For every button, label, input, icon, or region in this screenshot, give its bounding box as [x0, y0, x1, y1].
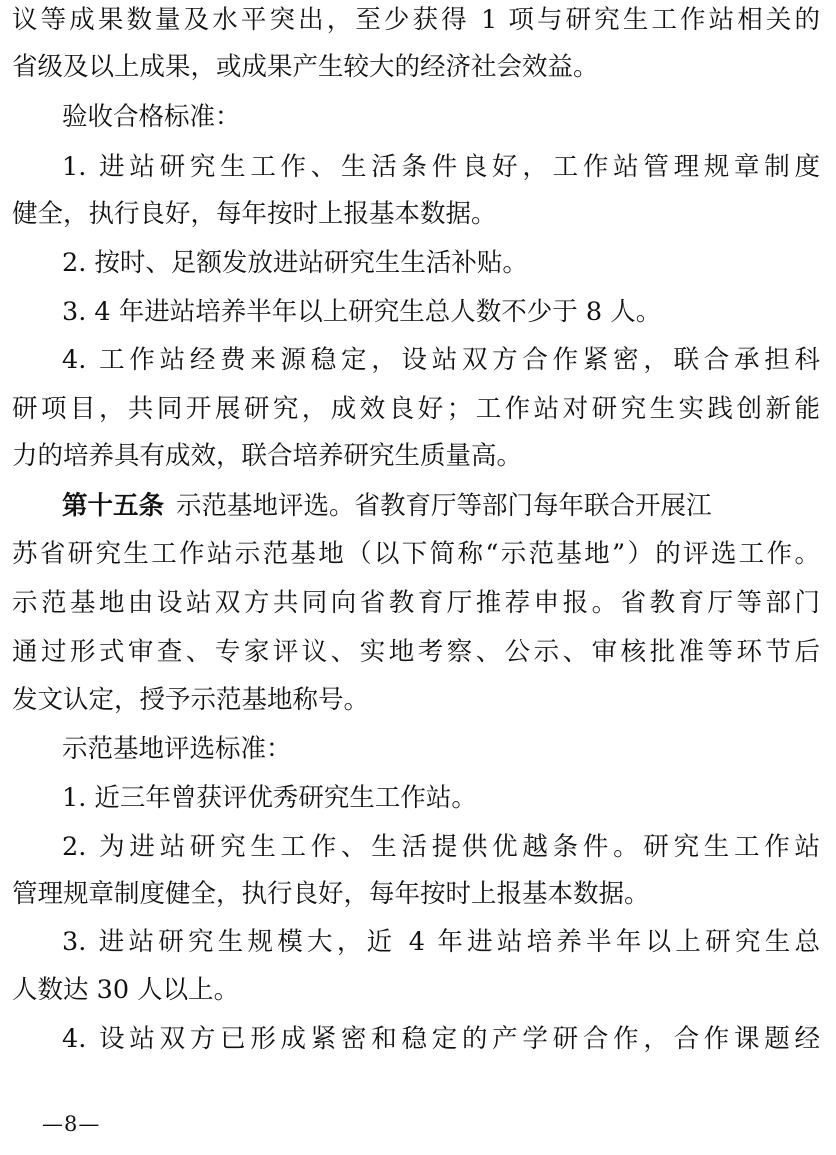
text-line: 苏省研究生工作站示范基地（以下简称“示范基地”）的评选工作。: [12, 539, 820, 569]
section-label: 验收合格标准：: [62, 102, 241, 132]
text-line: 3. 4 年进站培养半年以上研究生总人数不少于 8 人。: [62, 297, 662, 327]
text-line: 通过形式审查、专家评议、实地考察、公示、审核批准等环节后: [12, 637, 820, 667]
text-line: 2. 为进站研究生工作、生活提供优越条件。研究生工作站: [62, 832, 820, 862]
text-line: 1. 近三年曾获评优秀研究生工作站。: [62, 783, 477, 813]
text-line: 示范基地由设站双方共同向省教育厅推荐申报。省教育厅等部门: [12, 588, 820, 618]
text-line: 发文认定，授予示范基地称号。: [12, 685, 370, 715]
page-number: —8—: [42, 1112, 101, 1136]
section-label: 示范基地评选标准：: [62, 734, 292, 764]
text-line: 省级及以上成果，或成果产生较大的经济社会效益。: [12, 52, 599, 82]
text-line: 研项目，共同开展研究，成效良好；工作站对研究生实践创新能: [12, 394, 820, 424]
article-text: 示范基地评选。省教育厅等部门每年联合开展江: [176, 491, 712, 521]
text-line: 力的培养具有成效，联合培养研究生质量高。: [12, 441, 523, 471]
text-line: 健全，执行良好，每年按时上报基本数据。: [12, 199, 497, 229]
text-line: 2. 按时、足额发放进站研究生生活补贴。: [62, 248, 528, 278]
text-line: 管理规章制度健全，执行良好，每年按时上报基本数据。: [12, 879, 650, 909]
text-line: 1. 进站研究生工作、生活条件良好，工作站管理规章制度: [62, 152, 820, 182]
article-line: [62, 486, 820, 526]
text-line: 人数达 30 人以上。: [12, 975, 240, 1005]
article-heading: 第十五条: [62, 491, 165, 521]
text-line: 议等成果数量及水平突出，至少获得 1 项与研究生工作站相关的: [12, 5, 820, 35]
text-line: 3. 进站研究生规模大，近 4 年进站培养半年以上研究生总: [62, 927, 820, 957]
text-line: 4. 设站双方已形成紧密和稳定的产学研合作，合作课题经: [62, 1024, 820, 1054]
text-line: 4. 工作站经费来源稳定，设站双方合作紧密，联合承担科: [62, 345, 820, 375]
